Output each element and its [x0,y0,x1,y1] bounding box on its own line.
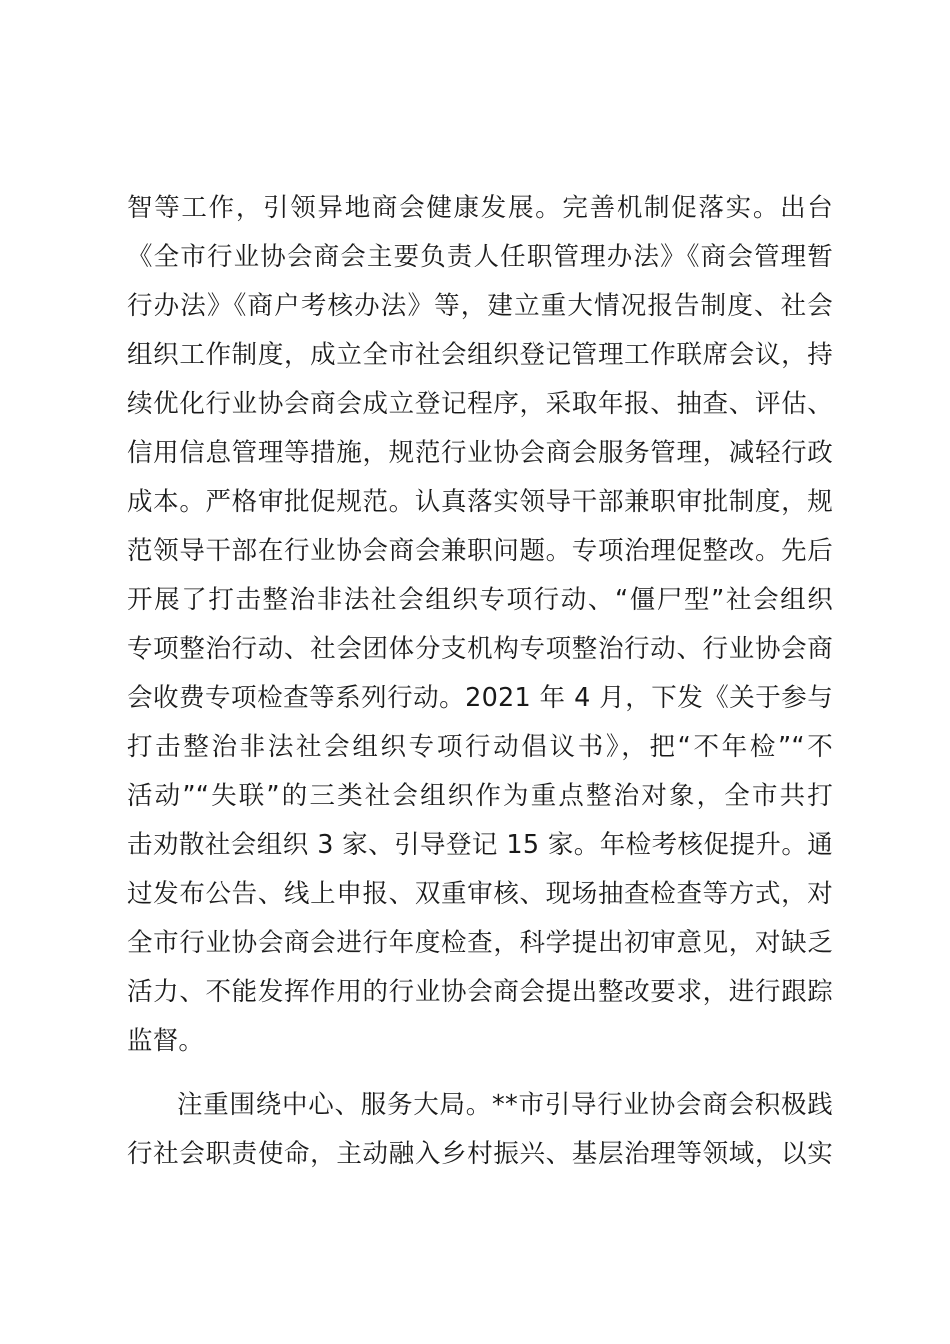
text-line: 全市行业协会商会进行年度检查，科学提出初审意见，对缺乏 [127,928,833,958]
text-line: 范领导干部在行业协会商会兼职问题。专项治理促整改。先后 [127,536,833,566]
text-line: 开展了打击整治非法社会组织专项行动、“僵尸型”社会组织 [127,585,833,615]
text-line: 组织工作制度，成立全市社会组织登记管理工作联席会议，持 [127,340,833,370]
text-line: 活动”“失联”的三类社会组织作为重点整治对象，全市共打 [127,781,833,811]
text-line: 会收费专项检查等系列行动。2021 年 4 月，下发《关于参与 [127,683,833,713]
text-line: 专项整治行动、社会团体分支机构专项整治行动、行业协会商 [127,634,833,664]
text-line: 行社会职责使命，主动融入乡村振兴、基层治理等领域，以实 [127,1139,833,1169]
text-line: 成本。严格审批促规范。认真落实领导干部兼职审批制度，规 [127,487,833,517]
text-line: 行办法》《商户考核办法》等，建立重大情况报告制度、社会 [127,291,833,321]
text-line: 过发布公告、线上申报、双重审核、现场抽查检查等方式，对 [127,879,833,909]
text-line: 监督。 [127,1026,205,1056]
text-line: 打击整治非法社会组织专项行动倡议书》，把“不年检”“不 [127,732,833,762]
text-line: 注重围绕中心、服务大局。**市引导行业协会商会积极践 [177,1090,833,1120]
text-line: 击劝散社会组织 3 家、引导登记 15 家。年检考核促提升。通 [127,830,833,860]
text-line: 智等工作，引领异地商会健康发展。完善机制促落实。出台 [127,193,833,223]
text-line: 续优化行业协会商会成立登记程序，采取年报、抽查、评估、 [127,389,833,419]
text-line: 《全市行业协会商会主要负责人任职管理办法》《商会管理暂 [127,242,833,272]
text-line: 活力、不能发挥作用的行业协会商会提出整改要求，进行跟踪 [127,977,833,1007]
text-line: 信用信息管理等措施，规范行业协会商会服务管理，减轻行政 [127,438,833,468]
